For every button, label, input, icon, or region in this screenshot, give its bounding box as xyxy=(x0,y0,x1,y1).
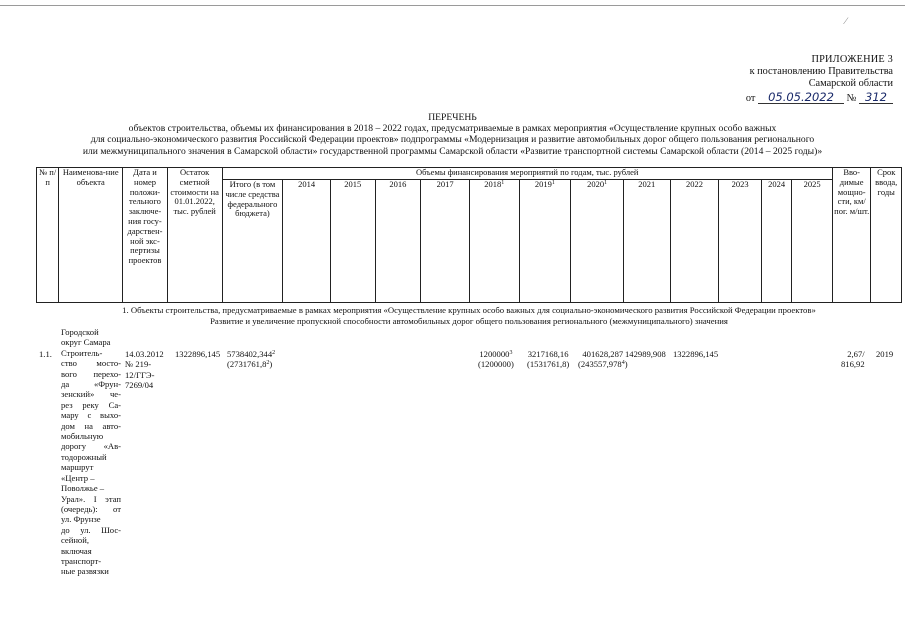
header-year: 2016 xyxy=(375,180,421,303)
header-year: 2020$^1$ xyxy=(571,180,624,303)
expertise-conclusion xyxy=(125,349,164,391)
expertise-line: 7269/04 xyxy=(125,380,154,391)
header-year: 2023 xyxy=(719,180,762,303)
row-number: 1.1. xyxy=(39,349,52,359)
value-2020: 401628,287 xyxy=(582,349,624,359)
expertise-line: 14.03.2012 xyxy=(125,349,164,359)
header-year: 2022 xyxy=(670,180,719,303)
header-name: Наименова-ние объекта xyxy=(59,168,123,303)
resolution-number: 312 xyxy=(859,92,893,104)
value-2018: 1200000 xyxy=(479,349,510,359)
appendix-date-line xyxy=(746,92,893,105)
name-line: ные развязки xyxy=(61,566,109,577)
header-expertise: Дата и номер положи-тельного заключе-ния госу-дарствен-ной экс-пертизы проектов xyxy=(123,168,168,303)
top-scan-rule xyxy=(0,5,905,6)
header-year: 2014 xyxy=(283,180,331,303)
footnote-mark: 3 xyxy=(509,350,513,356)
name-line: Поволжье – xyxy=(61,483,105,494)
federal-2020: (243557,978 xyxy=(578,359,622,370)
header-year: 2021 xyxy=(623,180,670,303)
name-line: мобильную xyxy=(61,431,104,442)
name-line: дом на авто- xyxy=(61,420,121,431)
section-subtitle: Развитие и увеличение пропускной способности автомобильных дорог общего пользования регионального (межмуниципального) значения xyxy=(210,316,728,326)
federal-2019: (1531761,8) xyxy=(527,359,570,370)
header-total: Итого (в том числе средства федерального бюджета) xyxy=(222,180,283,303)
header-term: Срок ввода, годы xyxy=(871,168,902,303)
header-capacity: Вво-димые мощно-сти, км/ пог. м/шт. xyxy=(832,168,871,303)
name-line: Строитель- xyxy=(61,347,103,358)
name-line: дорогу «Ав- xyxy=(61,441,121,452)
heading-line-2: для социально-экономического развития Российской Федерации проектов» подпрограммы «Модернизация и развитие автомобильных дорог общего пользования регионального xyxy=(90,134,815,146)
header-balance: Остаток сметной стоимости на 01.01.2022, тыс. рублей xyxy=(167,168,222,303)
resolution-date: 05.05.2022 xyxy=(758,92,844,104)
name-line: сейной, xyxy=(61,535,89,546)
header-year: 2017 xyxy=(421,180,470,303)
capacity-line: 816,92 xyxy=(841,359,865,370)
appendix-line-2: Самарской области xyxy=(808,78,893,89)
name-line: ство мосто- xyxy=(61,358,121,369)
name-line: тодорожный xyxy=(61,451,107,462)
expertise-line: 12/ГГЭ- xyxy=(125,369,155,380)
name-line: ул. Фрунзе xyxy=(61,514,101,525)
number-label: № xyxy=(846,93,857,104)
funding-2019 xyxy=(527,349,569,370)
from-label: от xyxy=(745,93,756,104)
total-value: 5738402,344 xyxy=(227,349,273,359)
footnote-mark: 2 xyxy=(272,350,276,356)
header-year: 2025 xyxy=(792,180,833,303)
name-line: «Центр – xyxy=(61,472,95,483)
header-no: № п/п xyxy=(37,168,59,303)
federal-2018: (1200000) xyxy=(478,359,514,370)
name-line: рез реку Са- xyxy=(61,399,121,410)
header-year: 2024 xyxy=(761,180,791,303)
expertise-line: № 219- xyxy=(125,359,152,370)
name-line: вого перехо- xyxy=(61,368,121,379)
table-header xyxy=(36,167,902,303)
value-2019: 3217168,16 xyxy=(527,349,569,359)
funding-2021: 142989,908 xyxy=(625,349,666,359)
name-line: Городской xyxy=(61,327,99,337)
appendix-block xyxy=(746,54,893,105)
scan-mark: ∕ xyxy=(845,16,847,27)
heading-line-1: объектов строительства, объемы их финансирования в 2018 – 2022 годах, предусматриваемые в рамках мероприятия «Осуществление крупных особо важных xyxy=(128,123,777,135)
name-line: транспорт- xyxy=(61,555,102,566)
funding-2018 xyxy=(478,349,514,370)
name-line: включая xyxy=(61,545,92,556)
name-line: мару с выхо- xyxy=(61,410,121,421)
total-federal: (2731761,8 xyxy=(227,359,267,370)
heading-title: ПЕРЕЧЕНЬ xyxy=(428,112,477,123)
section-title: 1. Объекты строительства, предусматриваемые в рамках мероприятия «Осуществление крупных особо важных для социально-экономического развития Российской Федерации проектов» xyxy=(122,305,816,315)
header-volumes: Объемы финансирования мероприятий по годам, тыс. рублей xyxy=(222,168,832,180)
header-year: 2019$^1$ xyxy=(519,180,571,303)
name-line: Урал». I этап xyxy=(61,493,121,504)
header-year: 2018$^1$ xyxy=(469,180,519,303)
name-line: округ Самара xyxy=(61,337,111,348)
name-line: маршрут xyxy=(61,462,94,473)
footnote-mark: 4 xyxy=(621,360,625,367)
capacity-line: 2,67/ xyxy=(847,349,865,359)
funding-2020: 401628,287 (243557,978$^4$) xyxy=(578,349,628,370)
name-line: зенский» че- xyxy=(61,389,121,400)
name-line: до ул. Шос- xyxy=(61,524,121,535)
name-line: да «Фрун- xyxy=(61,379,121,390)
object-name xyxy=(61,327,121,577)
appendix-line-1: к постановлению Правительства xyxy=(749,66,893,77)
capacity xyxy=(841,349,865,370)
appendix-title: ПРИЛОЖЕНИЕ 3 xyxy=(811,54,893,65)
commissioning-year: 2019 xyxy=(876,349,894,359)
document-heading xyxy=(0,112,905,157)
footnote-mark: 2 xyxy=(266,360,270,367)
heading-line-3: или межмуниципального значения в Самарской области» государственной программы Самарской области «Развитие транспортной системы Самарской области (2014 – 2025 годы)» xyxy=(82,145,823,157)
estimated-balance: 1322896,145 xyxy=(175,349,221,359)
total-funding: 5738402,344$^2$ (2731761,8$^2$) xyxy=(227,349,276,370)
funding-2022: 1322896,145 xyxy=(673,349,719,359)
name-line: (очередь): от xyxy=(61,503,121,514)
header-year: 2015 xyxy=(331,180,376,303)
